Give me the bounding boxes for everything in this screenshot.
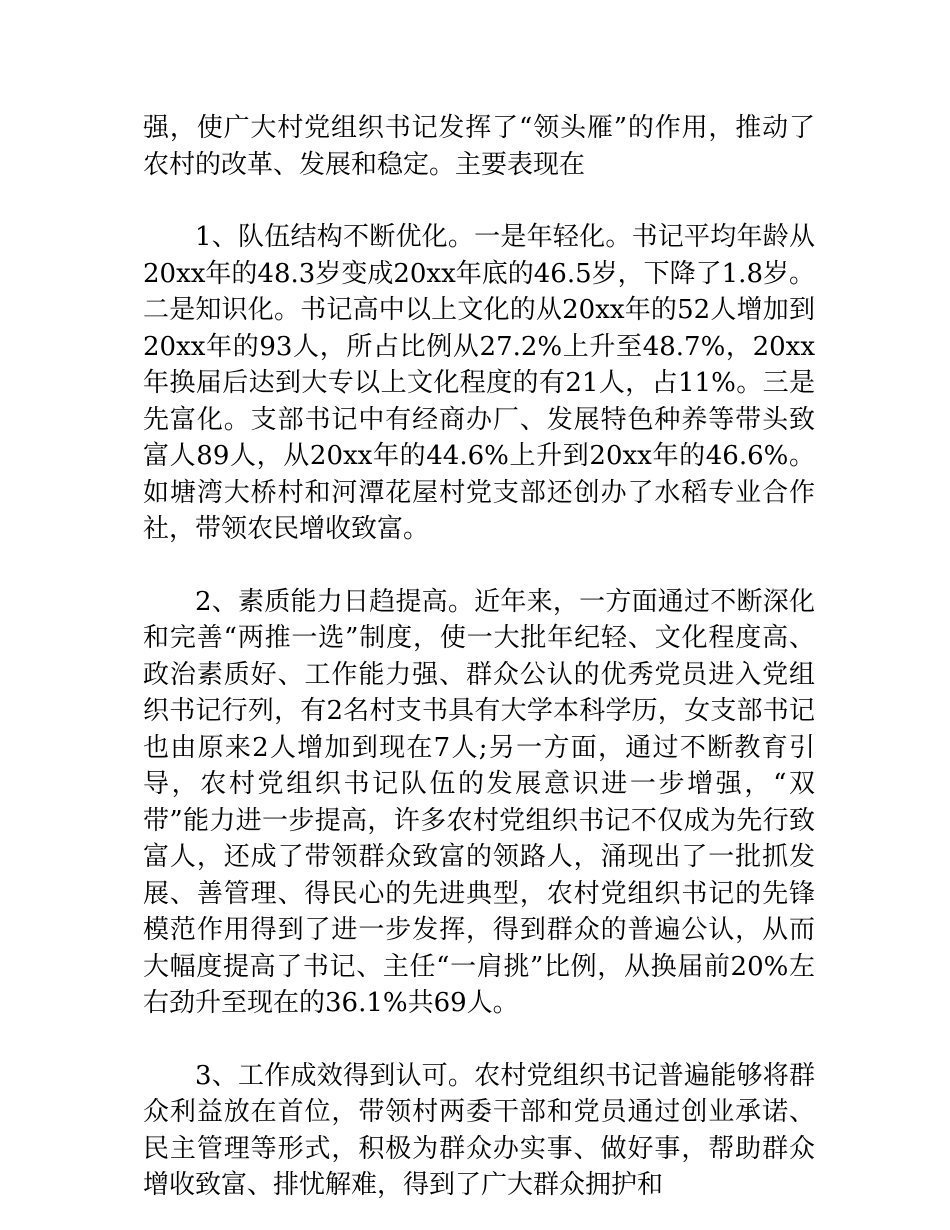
- document-body: [143, 110, 815, 1204]
- paragraph-point-3: 3、工作成效得到认可。农村党组织书记普遍能够将群众利益放在首位，带领村两委干部和党员通过创业承诺、民主管理等形式，积极为群众办实事、做好事，帮助群众增收致富、排忧解难，得到了广大群众拥护和: [143, 1060, 815, 1200]
- paragraph-point-1: 1、队伍结构不断优化。一是年轻化。书记平均年龄从20xx年的48.3岁变成20xx年底的46.5岁，下降了1.8岁。二是知识化。书记高中以上文化的从20xx年的52人增加到20xx年的93人，所占比例从27.2%上升至48.7%，20xx年换届后达到大专以上文化程度的有21人，占11%。三是先富化。支部书记中有经商办厂、发展特色种养等带头致富人89人，从20xx年的44.6%上升到20xx年的46.6%。如塘湾大桥村和河潭花屋村党支部还创办了水稻专业合作社，带领农民增收致富。: [143, 222, 815, 544]
- paragraph-point-2: 2、素质能力日趋提高。近年来，一方面通过不断深化和完善“两推一选”制度，使一大批年纪轻、文化程度高、政治素质好、工作能力强、群众公认的优秀党员进入党组织书记行列，有2名村支书具有大学本科学历，女支部书记也由原来2人增加到现在7人;另一方面，通过不断教育引导，农村党组织书记队伍的发展意识进一步增强，“双带”能力进一步提高，许多农村党组织书记不仅成为先行致富人，还成了带领群众致富的领路人，涌现出了一批抓发展、善管理、得民心的先进典型，农村党组织书记的先锋模范作用得到了进一步发挥，得到群众的普遍公认，从而大幅度提高了书记、主任“一肩挑”比例，从换届前20%左右劲升至现在的36.1%共69人。: [143, 586, 815, 1018]
- paragraph-intro-continuation: 强，使广大村党组织书记发挥了“领头雁”的作用，推动了农村的改革、发展和稳定。主要表现在: [143, 113, 815, 180]
